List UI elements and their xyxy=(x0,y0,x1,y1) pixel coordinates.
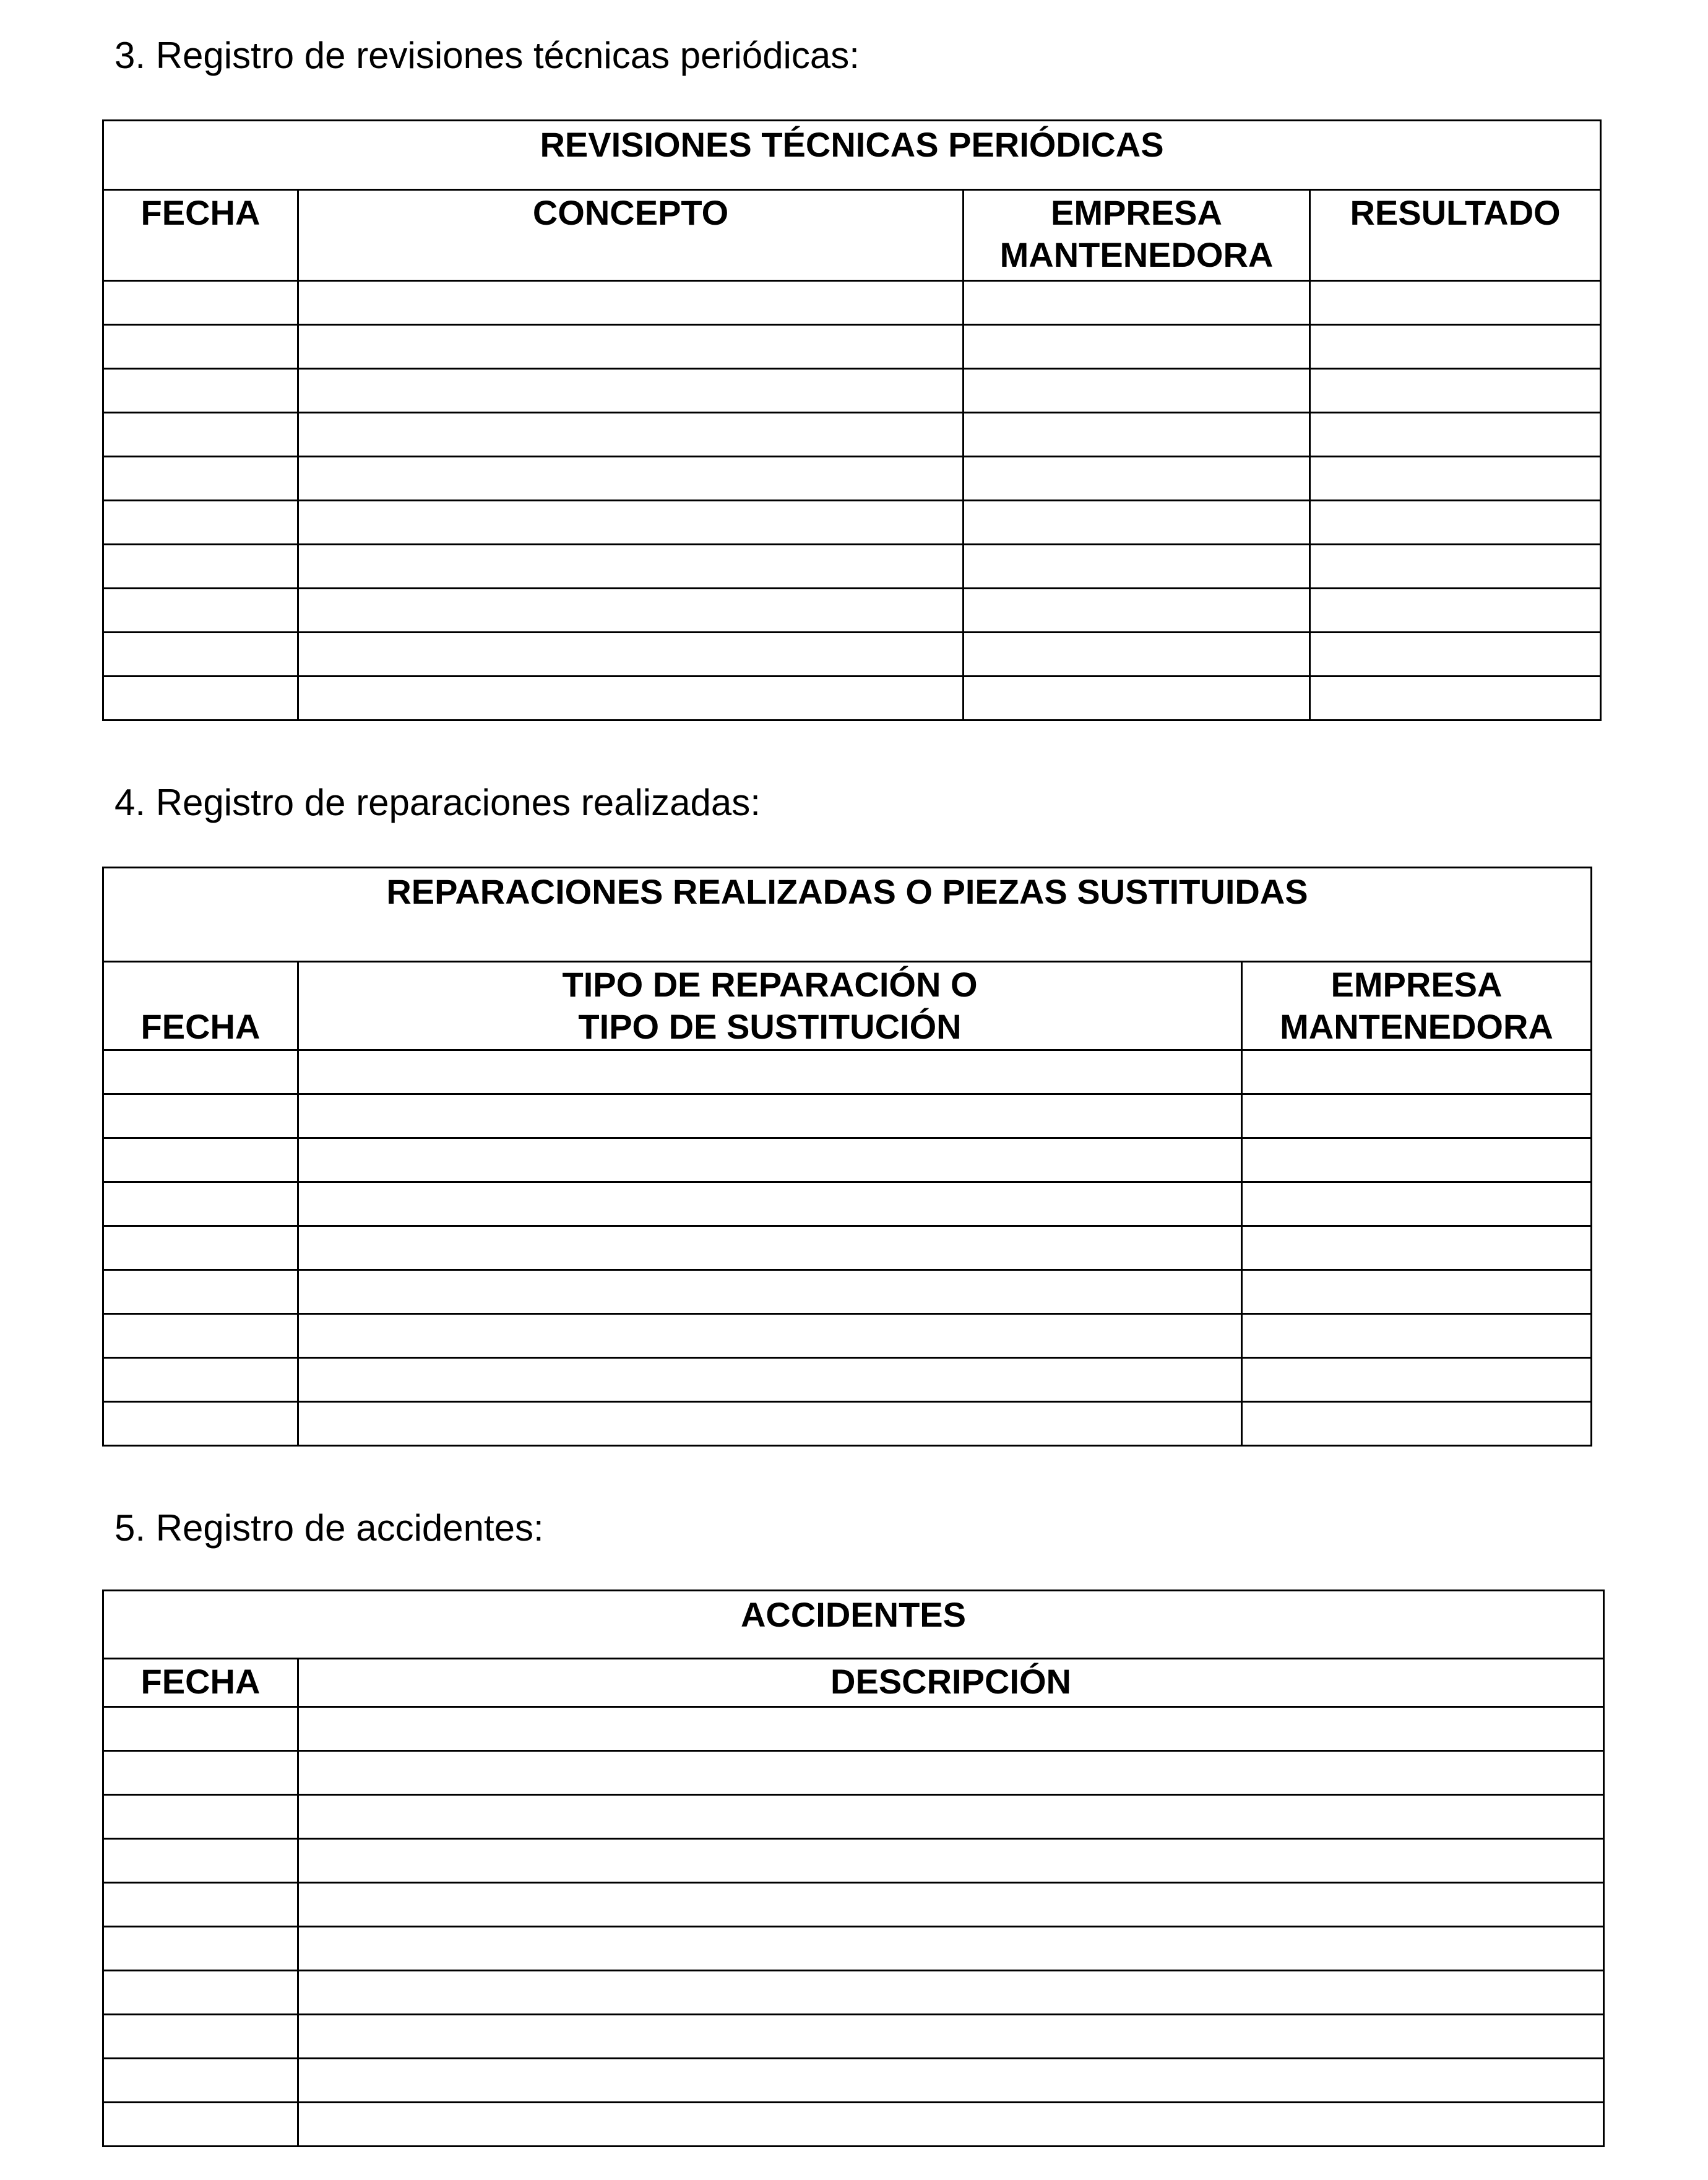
column-header-empresa-mantenedora: EMPRESA MANTENEDORA xyxy=(1242,962,1592,1050)
table-row xyxy=(103,1270,1592,1314)
empty-cell xyxy=(298,2103,1604,2147)
table-row xyxy=(103,369,1601,413)
table-row xyxy=(103,1402,1592,1446)
empty-cell xyxy=(298,325,964,369)
empty-cell xyxy=(103,545,298,589)
empty-cell xyxy=(298,1707,1604,1751)
empty-cell xyxy=(103,633,298,677)
table-title: ACCIDENTES xyxy=(103,1591,1604,1659)
empty-cell xyxy=(298,501,964,545)
empty-cell xyxy=(298,1883,1604,1927)
column-header-fecha: FECHA xyxy=(103,1659,298,1707)
table-title: REVISIONES TÉCNICAS PERIÓDICAS xyxy=(103,121,1601,190)
empty-cell xyxy=(298,633,964,677)
table-row xyxy=(103,1839,1604,1883)
empty-cell xyxy=(103,457,298,501)
empty-cell xyxy=(1310,501,1601,545)
table-row xyxy=(103,1751,1604,1795)
empty-cell xyxy=(1310,589,1601,633)
empty-cell xyxy=(1242,1402,1592,1446)
table-row xyxy=(103,325,1601,369)
empty-cell xyxy=(103,2059,298,2103)
empty-cell xyxy=(103,589,298,633)
empty-cell xyxy=(298,545,964,589)
empty-cell xyxy=(103,1839,298,1883)
section-5-heading: 5. Registro de accidentes: xyxy=(114,1507,544,1549)
empty-cell xyxy=(103,1094,298,1138)
table-row xyxy=(103,413,1601,457)
column-header-fecha: FECHA xyxy=(103,190,298,281)
empty-cell xyxy=(1310,369,1601,413)
empty-cell xyxy=(1242,1050,1592,1094)
empty-cell xyxy=(103,1971,298,2015)
empty-cell xyxy=(103,501,298,545)
revisiones-rows xyxy=(103,281,1601,720)
empty-cell xyxy=(103,1751,298,1795)
empty-cell xyxy=(298,1839,1604,1883)
empty-cell xyxy=(103,2015,298,2059)
empty-cell xyxy=(964,281,1310,325)
empty-cell xyxy=(964,545,1310,589)
table-row xyxy=(103,1314,1592,1358)
table-row xyxy=(103,2015,1604,2059)
accidentes-rows xyxy=(103,1707,1604,2147)
empty-cell xyxy=(103,1402,298,1446)
empty-cell xyxy=(103,1314,298,1358)
column-header-descripcion: DESCRIPCIÓN xyxy=(298,1659,1604,1707)
column-header-fecha: FECHA xyxy=(103,962,298,1050)
table-row xyxy=(103,1971,1604,2015)
empty-cell xyxy=(298,1182,1242,1226)
empty-cell xyxy=(103,1050,298,1094)
table-row xyxy=(103,1094,1592,1138)
revisiones-tecnicas-table xyxy=(102,119,1602,721)
column-header-tipo-reparacion: TIPO DE REPARACIÓN O TIPO DE SUSTITUCIÓN xyxy=(298,962,1242,1050)
empty-cell xyxy=(964,677,1310,720)
empty-cell xyxy=(103,1927,298,1971)
empty-cell xyxy=(1242,1182,1592,1226)
table-row xyxy=(103,1050,1592,1094)
table-row xyxy=(103,1883,1604,1927)
accidentes-table xyxy=(102,1590,1605,2147)
empty-cell xyxy=(298,457,964,501)
empty-cell xyxy=(298,2059,1604,2103)
empty-cell xyxy=(1242,1226,1592,1270)
empty-cell xyxy=(1242,1094,1592,1138)
empty-cell xyxy=(1310,545,1601,589)
empty-cell xyxy=(103,1138,298,1182)
empty-cell xyxy=(1310,457,1601,501)
empty-cell xyxy=(1310,633,1601,677)
empty-cell xyxy=(298,1226,1242,1270)
empty-cell xyxy=(1242,1314,1592,1358)
empty-cell xyxy=(1310,325,1601,369)
empty-cell xyxy=(298,677,964,720)
table-row xyxy=(103,1707,1604,1751)
table-row xyxy=(103,1927,1604,1971)
empty-cell xyxy=(1310,413,1601,457)
table-row xyxy=(103,2059,1604,2103)
table-row xyxy=(103,589,1601,633)
empty-cell xyxy=(1242,1358,1592,1402)
empty-cell xyxy=(964,501,1310,545)
empty-cell xyxy=(298,369,964,413)
empty-cell xyxy=(103,2103,298,2147)
empty-cell xyxy=(964,369,1310,413)
empty-cell xyxy=(103,1795,298,1839)
empty-cell xyxy=(103,1226,298,1270)
column-header-empresa-mantenedora: EMPRESA MANTENEDORA xyxy=(964,190,1310,281)
empty-cell xyxy=(298,589,964,633)
empty-cell xyxy=(103,677,298,720)
section-3-heading: 3. Registro de revisiones técnicas periódicas: xyxy=(114,35,860,76)
section-4-heading: 4. Registro de reparaciones realizadas: xyxy=(114,782,761,823)
table-title: REPARACIONES REALIZADAS O PIEZAS SUSTITUIDAS xyxy=(103,868,1592,962)
empty-cell xyxy=(103,1358,298,1402)
empty-cell xyxy=(298,1795,1604,1839)
empty-cell xyxy=(1310,281,1601,325)
table-row xyxy=(103,281,1601,325)
empty-cell xyxy=(298,1751,1604,1795)
table-row xyxy=(103,633,1601,677)
empty-cell xyxy=(298,413,964,457)
table-row xyxy=(103,1358,1592,1402)
table-row xyxy=(103,2103,1604,2147)
reparaciones-table xyxy=(102,867,1592,1447)
empty-cell xyxy=(1242,1270,1592,1314)
table-row xyxy=(103,1795,1604,1839)
empty-cell xyxy=(103,413,298,457)
table-row xyxy=(103,1182,1592,1226)
empty-cell xyxy=(298,1050,1242,1094)
empty-cell xyxy=(103,325,298,369)
empty-cell xyxy=(298,1094,1242,1138)
empty-cell xyxy=(298,1358,1242,1402)
empty-cell xyxy=(964,325,1310,369)
empty-cell xyxy=(103,1707,298,1751)
table-row xyxy=(103,545,1601,589)
empty-cell xyxy=(964,457,1310,501)
empty-cell xyxy=(103,281,298,325)
column-header-resultado: RESULTADO xyxy=(1310,190,1601,281)
table-row xyxy=(103,457,1601,501)
table-row xyxy=(103,1226,1592,1270)
empty-cell xyxy=(298,2015,1604,2059)
empty-cell xyxy=(964,589,1310,633)
empty-cell xyxy=(298,1270,1242,1314)
empty-cell xyxy=(1310,677,1601,720)
empty-cell xyxy=(298,1138,1242,1182)
table-row xyxy=(103,1138,1592,1182)
empty-cell xyxy=(298,1314,1242,1358)
column-header-concepto: CONCEPTO xyxy=(298,190,964,281)
empty-cell xyxy=(298,1402,1242,1446)
reparaciones-rows xyxy=(103,1050,1592,1446)
empty-cell xyxy=(964,413,1310,457)
table-row xyxy=(103,501,1601,545)
empty-cell xyxy=(298,281,964,325)
empty-cell xyxy=(964,633,1310,677)
empty-cell xyxy=(103,1883,298,1927)
empty-cell xyxy=(1242,1138,1592,1182)
empty-cell xyxy=(103,1270,298,1314)
empty-cell xyxy=(103,369,298,413)
empty-cell xyxy=(298,1971,1604,2015)
empty-cell xyxy=(103,1182,298,1226)
table-row xyxy=(103,677,1601,720)
empty-cell xyxy=(298,1927,1604,1971)
